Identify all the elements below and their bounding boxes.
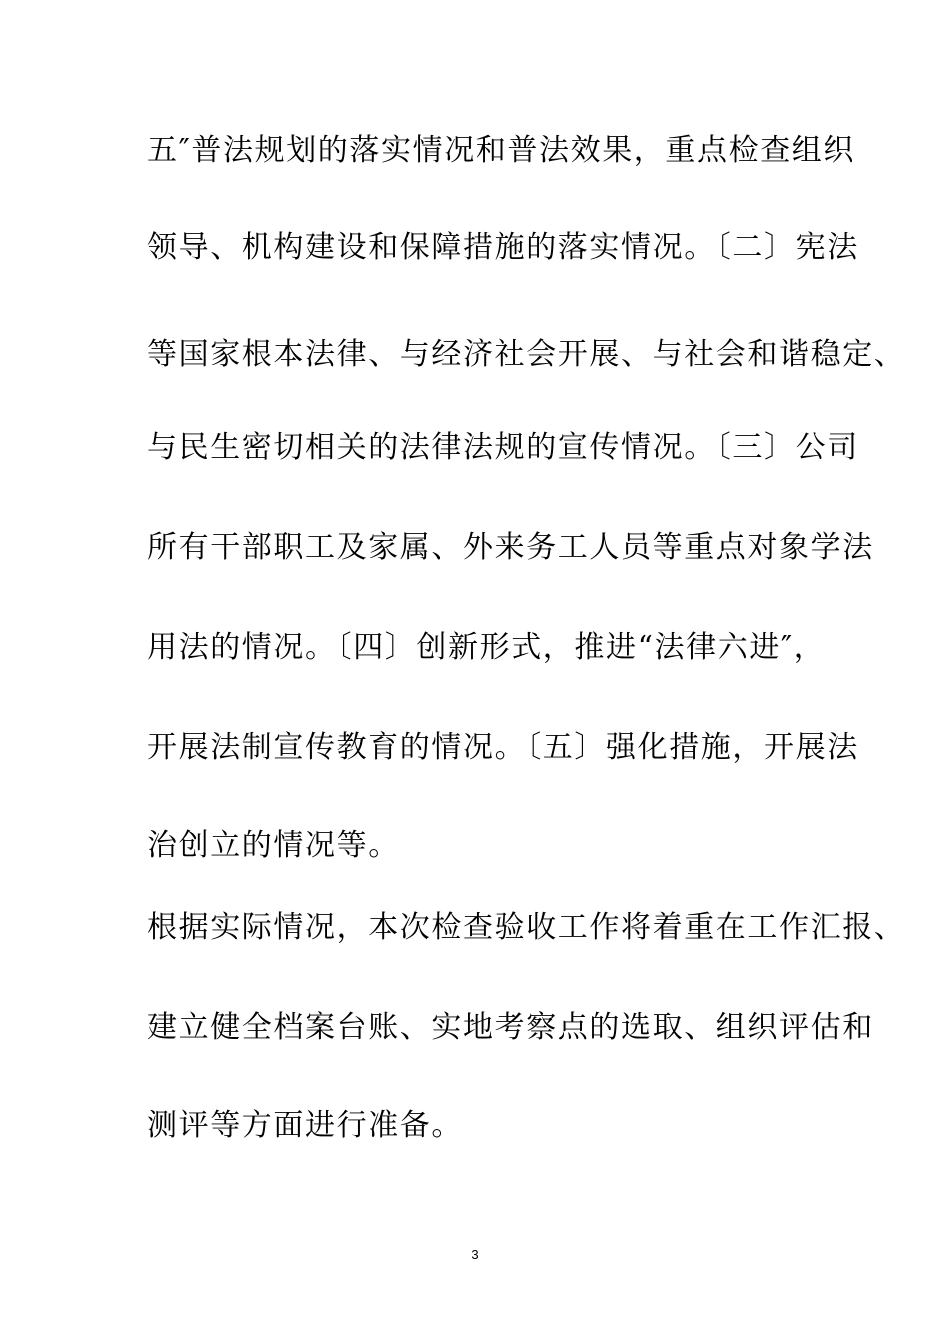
text-line: 建立健全档案台账、实地考察点的选取、组织评估和 — [147, 1010, 874, 1045]
text-line: 所有干部职工及家属、外来务工人员等重点对象学法 — [147, 530, 874, 565]
text-line: 测评等方面进行准备。 — [147, 1108, 463, 1143]
text-line: 五″普法规划的落实情况和普法效果，重点检查组织 — [147, 133, 856, 168]
text-line: 领导、机构建设和保障措施的落实情况。〔二〕宪法 — [147, 230, 859, 265]
page-number: 3 — [471, 1247, 479, 1262]
text-line: 等国家根本法律、与经济社会开展、与社会和谐稳定、 — [147, 337, 906, 372]
text-line: 根据实际情况，本次检查验收工作将着重在工作汇报、 — [147, 910, 906, 945]
text-line: 治创立的情况等。 — [147, 828, 400, 863]
text-line: 开展法制宣传教育的情况。〔五〕强化措施，开展法 — [147, 730, 859, 765]
text-line: 用法的情况。〔四〕创新形式，推进“法律六进″， — [147, 630, 826, 665]
text-line: 与民生密切相关的法律法规的宣传情况。〔三〕公司 — [147, 430, 859, 465]
